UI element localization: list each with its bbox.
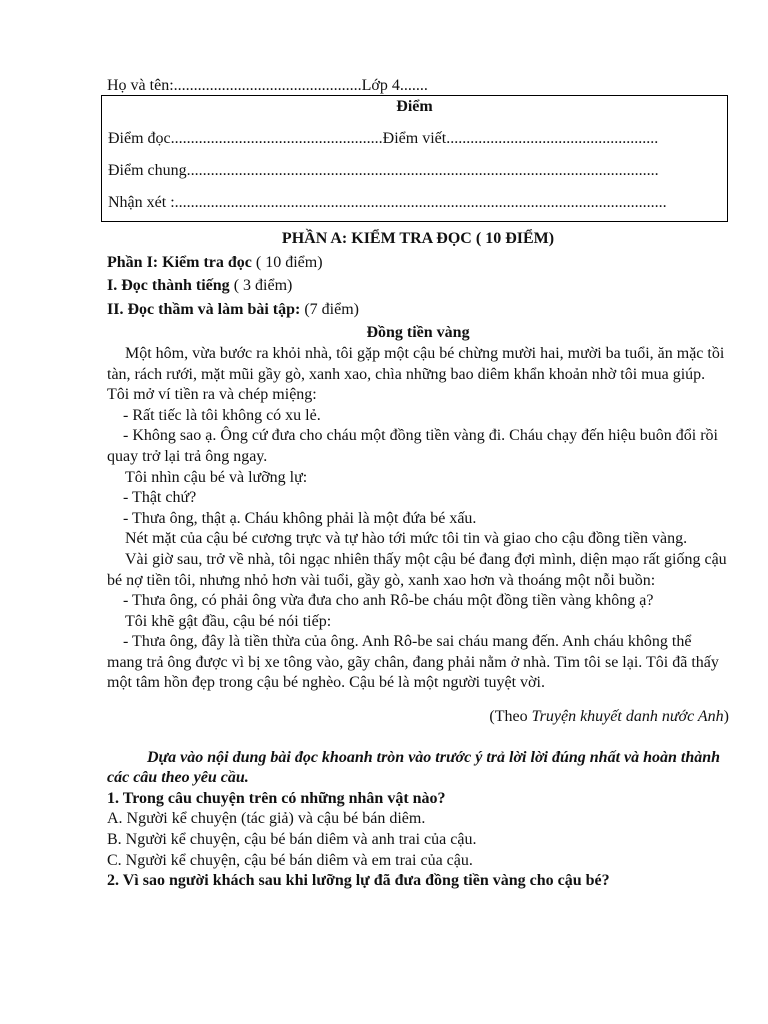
silent-reading-label: II. Đọc thầm và làm bài tập:	[107, 300, 301, 318]
story-body	[107, 344, 729, 694]
question-1: 1. Trong câu chuyện trên có những nhân vật nào?	[107, 789, 446, 807]
exercise-instructions: Dựa vào nội dung bài đọc khoanh tròn vào trước ý trả lời lời đúng nhất và hoàn thành các câu theo yêu cầu.	[107, 748, 721, 787]
story-paragraph: Tôi khẽ gật đầu, cậu bé nói tiếp:	[125, 612, 332, 630]
story-dialogue: - Thưa ông, có phải ông vừa đưa cho anh Rô-be cháu một đồng tiền vàng không ạ?	[123, 592, 654, 610]
reading-aloud-label: I. Đọc thành tiếng	[107, 277, 230, 295]
story-source-prefix: (Theo	[489, 708, 532, 726]
story-paragraph: Vài giờ sau, trở về nhà, tôi ngạc nhiên thấy một cậu bé đang đợi mình, diện mạo rất giống cậu bé nợ tiền tôi, nhưng nhỏ hơn vài tuổi, gầy gò, xanh xao hơn và thoáng một nỗi buồn:	[107, 550, 727, 589]
story-source-title: Truyện khuyết danh nước Anh	[531, 708, 724, 726]
silent-reading-heading	[107, 300, 729, 321]
score-overall-line: Điểm chung......................................................................................................................	[108, 162, 659, 179]
story-source-suffix: )	[723, 708, 729, 726]
story-paragraph: Một hôm, vừa bước ra khỏi nhà, tôi gặp một cậu bé chừng mười hai, mười ba tuổi, ăn mặc tồi tàn, rách rưới, mặt mũi gầy gò, xanh xao, chìa những bao diêm khẩn khoản nhờ tôi mua giúp. Tôi mở ví tiền ra và chép miệng:	[107, 344, 725, 404]
story-dialogue: - Thưa ông, đây là tiền thừa của ông. Anh Rô-be sai cháu mang đến. Anh cháu không thể mang trả ông được vì bị xe tông vào, gãy chân, đang phải nằm ở nhà. Tim tôi se lại. Tôi đã thấy một tâm hồn đẹp trong cậu bé nghèo. Cậu bé là một người tuyệt vời.	[107, 633, 719, 692]
score-box-title: Điểm	[396, 98, 433, 115]
silent-reading-points: (7 điểm)	[300, 300, 359, 318]
question-1-option-a[interactable]: A. Người kể chuyện (tác giả) và cậu bé bán diêm.	[107, 810, 426, 828]
story-title: Đồng tiền vàng	[366, 324, 470, 342]
story-dialogue: - Rất tiếc là tôi không có xu lẻ.	[123, 406, 321, 424]
question-1-option-b[interactable]: B. Người kể chuyện, cậu bé bán diêm và anh trai của cậu.	[107, 831, 477, 849]
teacher-comment-line: Nhận xét :...........................................................................................................................	[108, 194, 667, 211]
question-1-option-c[interactable]: C. Người kể chuyện, cậu bé bán diêm và em trai của cậu.	[107, 851, 473, 869]
story-dialogue: - Không sao ạ. Ông cứ đưa cho cháu một đồng tiền vàng đi. Cháu chạy đến hiệu buôn đổi rồi quay trở lại trả ông ngay.	[107, 427, 718, 465]
score-box	[101, 95, 728, 222]
story-dialogue: - Thật chứ?	[123, 489, 197, 507]
question-2: 2. Vì sao người khách sau khi lưỡng lự đã đưa đồng tiền vàng cho cậu bé?	[107, 872, 610, 890]
story-paragraph: Tôi nhìn cậu bé và lưỡng lự:	[125, 468, 308, 486]
reading-aloud-points: ( 3 điểm)	[229, 277, 293, 295]
part-a-heading: PHẦN A: KIỂM TRA ĐỌC ( 10 ĐIỂM)	[281, 230, 555, 247]
worksheet-content	[107, 229, 729, 892]
score-reading-writing-line: Điểm đọc.....................................................Điểm viết.....................................................	[108, 130, 659, 147]
story-paragraph: Nét mặt của cậu bé cương trực và tự hào tới mức tôi tin và giao cho cậu đồng tiền vàng.	[125, 530, 688, 548]
student-name-class-line: Họ và tên:...............................................Lớp 4.......	[107, 77, 428, 94]
story-source	[107, 707, 729, 728]
reading-aloud-heading	[107, 276, 729, 297]
part-1-label: Phần I: Kiểm tra đọc	[107, 253, 252, 271]
part-1-heading	[107, 253, 729, 274]
part-1-points: ( 10 điểm)	[251, 253, 323, 271]
story-dialogue: - Thưa ông, thật ạ. Cháu không phải là một đứa bé xấu.	[123, 509, 477, 527]
